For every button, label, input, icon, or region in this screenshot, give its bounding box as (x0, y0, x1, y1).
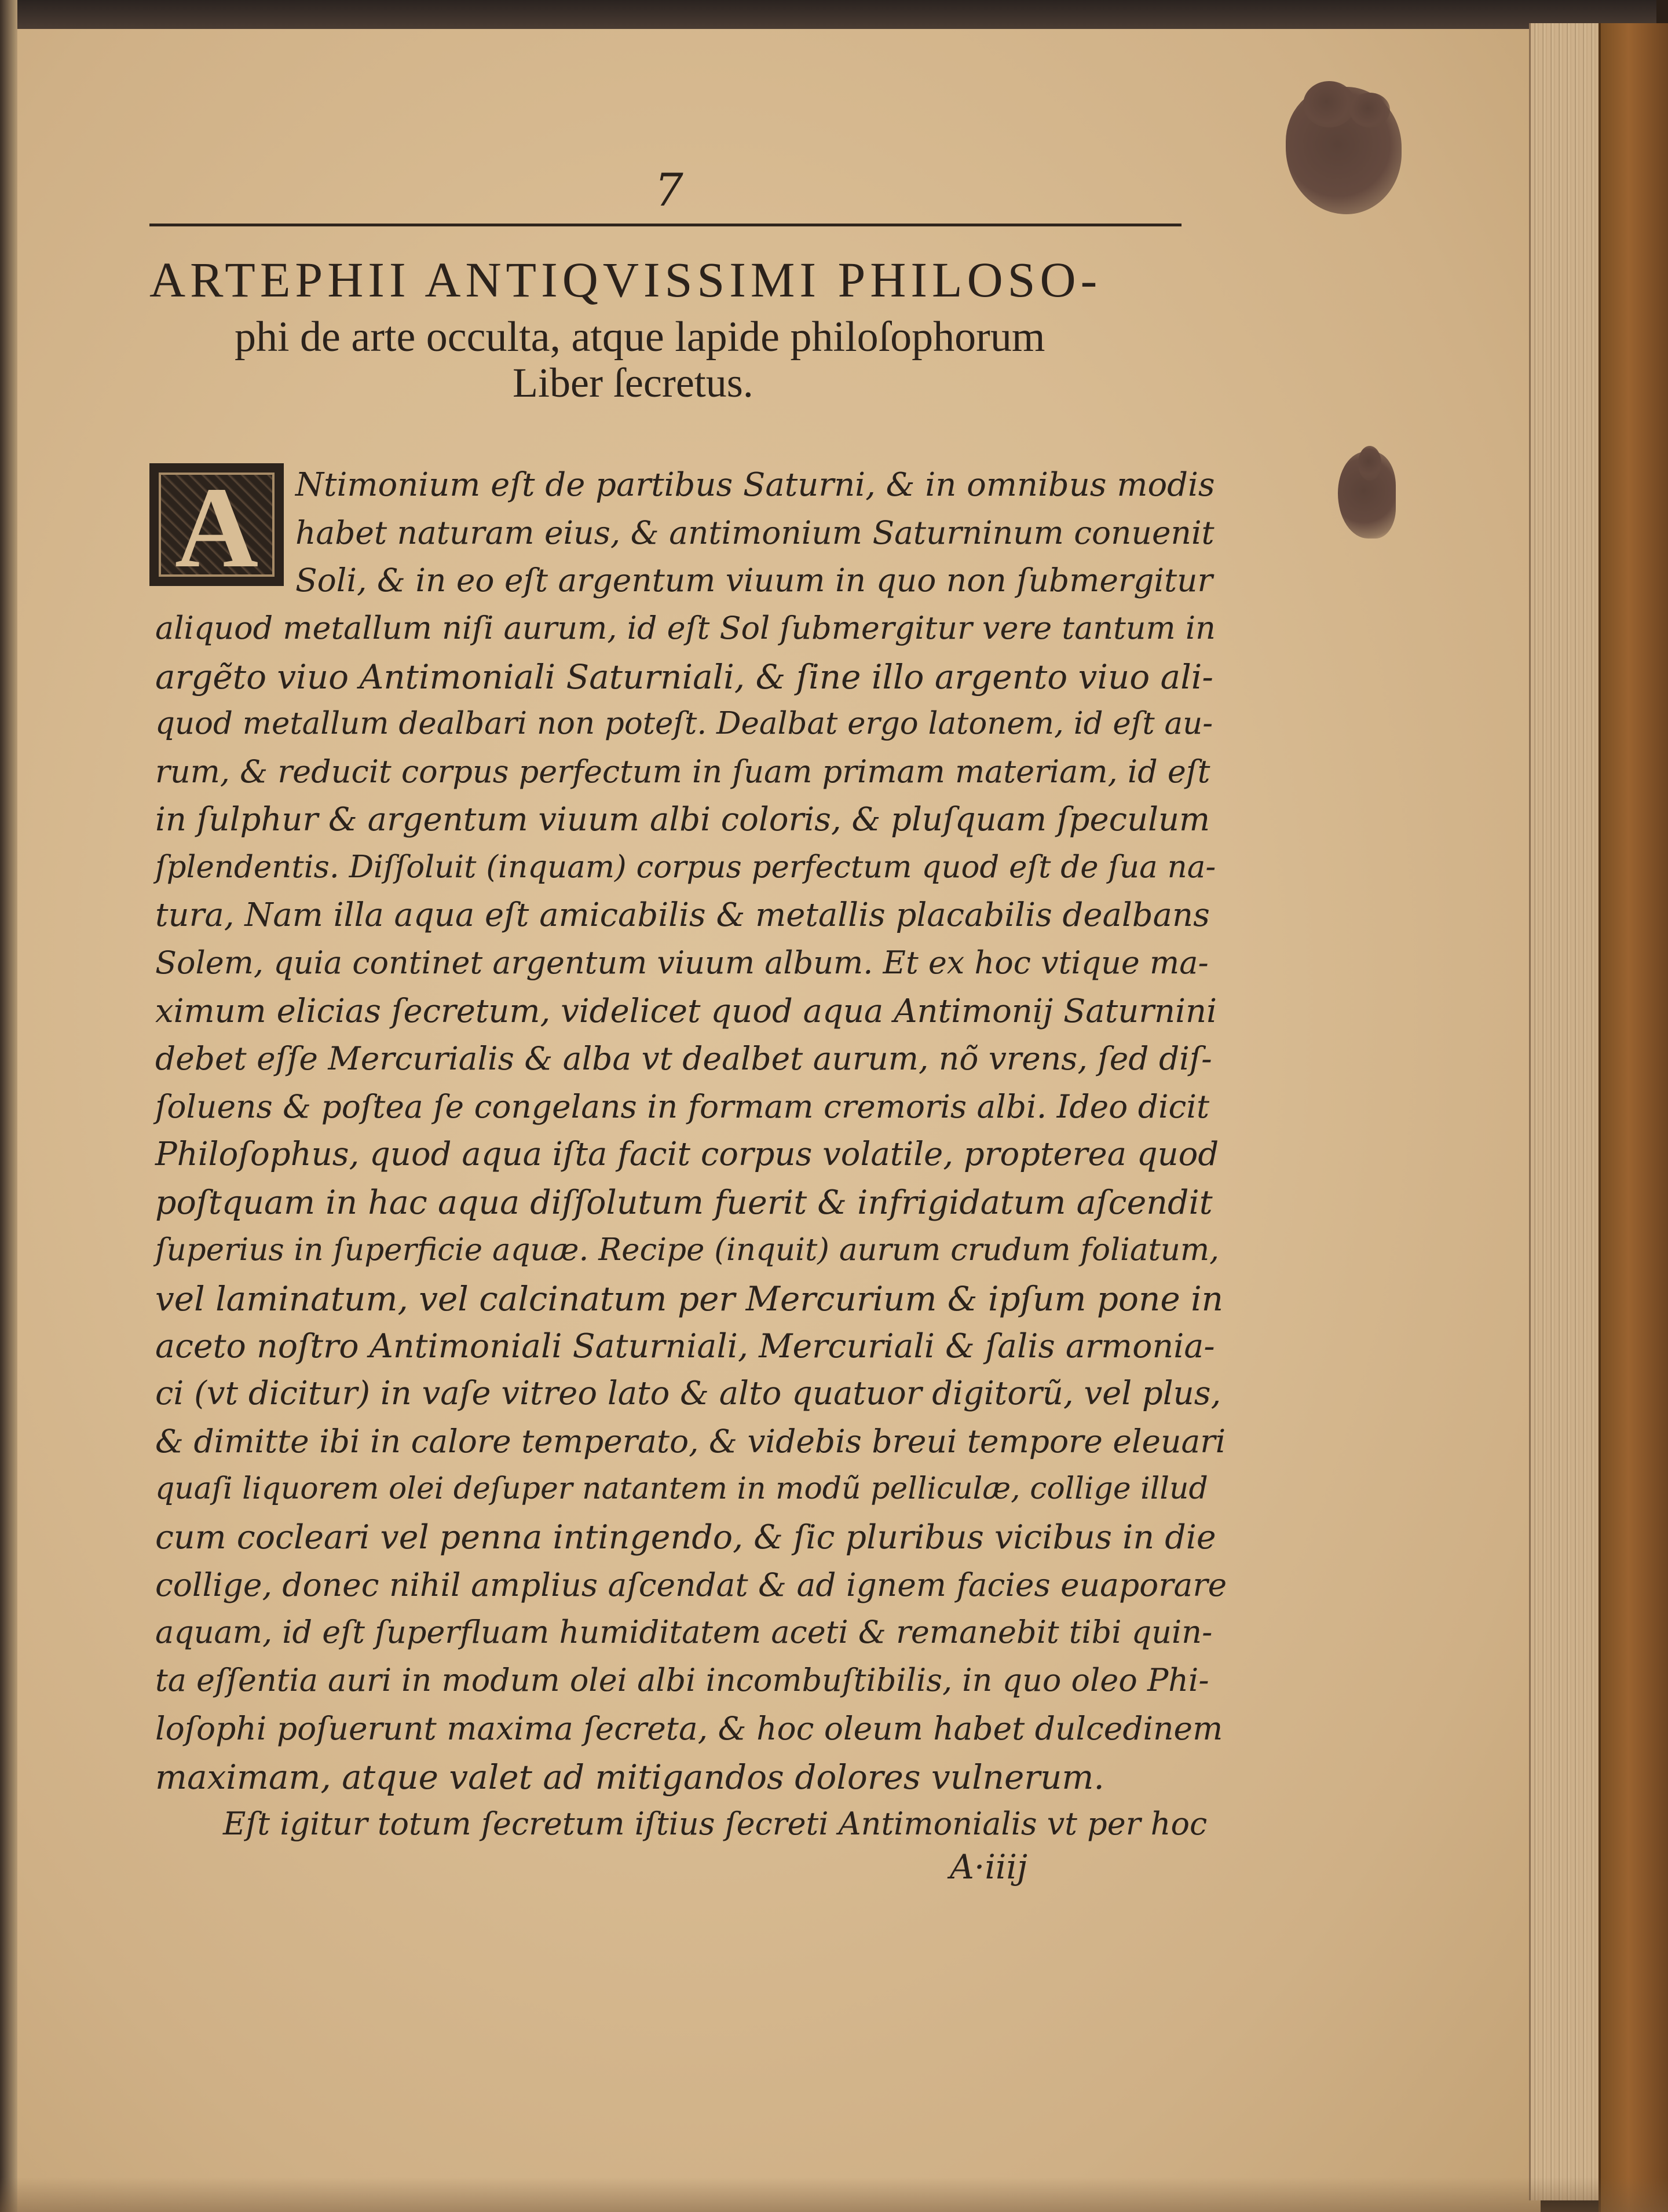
title-line-3: Liber ſecretus. (513, 360, 753, 406)
body-line: poſtquam in hac aqua diſſolutum fuerit & infrigidatum aſcendit (155, 1184, 1213, 1222)
body-line: habet naturam eius, & antimonium Saturninum conuenit (295, 514, 1215, 551)
body-line: loſophi poſuerunt maxima ſecreta, & hoc oleum habet dulcedinem (155, 1709, 1223, 1747)
body-line: cum cocleari vel penna intingendo, & ſic pluribus vicibus in die (155, 1518, 1216, 1557)
body-line: Soli, & in eo eſt argentum viuum in quo non ſubmergitur (295, 562, 1213, 599)
decorated-initial-letter: A (174, 464, 259, 592)
header-rule (149, 224, 1182, 226)
body-line: Solem, quia continet argentum viuum album. Et ex hoc vtique ma- (155, 944, 1209, 981)
body-line: debet eſſe Mercurialis & alba vt dealbet aurum, nõ vrens, ſed diſ- (155, 1040, 1212, 1078)
body-line: ſplendentis. Diſſoluit (inquam) corpus perfectum quod eſt de ſua na- (155, 849, 1216, 885)
ink-stain-top-lobe-2 (1349, 93, 1390, 127)
body-line: quaſi liquorem olei deſuper natantem in modũ pelliculæ, collige illud (155, 1471, 1208, 1506)
body-line: Philoſophus, quod aqua iſta facit corpus volatile, propterea quod (155, 1136, 1219, 1174)
body-line: & dimitte ibi in calore temperato, & videbis breui tempore eleuari (155, 1423, 1226, 1460)
body-line: argẽto viuo Antimoniali Saturniali, & ſine illo argento viuo ali- (155, 657, 1213, 697)
ink-stain-top-lobe (1303, 81, 1355, 127)
body-line: rum, & reducit corpus perfectum in ſuam primam materiam, id eſt (155, 753, 1210, 790)
leather-cover-edge (1599, 23, 1668, 2212)
body-line: quod metallum dealbari non poteſt. Dealbat ergo latonem, id eſt au- (155, 706, 1213, 741)
body-line: ſoluens & poſtea ſe congelans in formam cremoris albi. Ideo dicit (155, 1087, 1210, 1125)
bottom-shadow (0, 2177, 1668, 2212)
body-line: Eſt igitur totum ſecretum iſtius ſecreti Antimonialis vt per hoc (223, 1805, 1208, 1842)
signature-mark: A·iiij (950, 1847, 1027, 1887)
ink-stain-middle-tip (1358, 446, 1381, 481)
body-line: aceto noſtro Antimoniali Saturniali, Mercuriali & ſalis armonia- (155, 1327, 1215, 1365)
body-line: aliquod metallum niſi aurum, id eſt Sol ſubmergitur vere tantum in (155, 609, 1216, 646)
body-line: tura, Nam illa aqua eſt amicabilis & metallis placabilis dealbans (155, 896, 1210, 935)
body-line: aquam, id eſt ſuperfluam humiditatem aceti & remanebit tibi quin- (155, 1614, 1213, 1651)
body-line: Ntimonium eſt de partibus Saturni, & in omnibus modis (295, 466, 1215, 504)
title-line-1: ARTEPHII ANTIQVISSIMI PHILOSO- (149, 252, 1102, 307)
scan-top-edge (0, 0, 1656, 29)
body-line: collige, donec nihil amplius aſcendat & ad ignem facies euaporare (155, 1566, 1227, 1603)
page-number: 7 (654, 164, 683, 217)
title-line-2: phi de arte occulta, atque lapide philoſophorum (235, 313, 1045, 361)
body-line: ta eſſentia auri in modum olei albi incombuſtibilis, in quo oleo Phi- (155, 1662, 1209, 1698)
body-line: in ſulphur & argentum viuum albi coloris, & pluſquam ſpeculum (155, 801, 1210, 839)
body-line: ci (vt dicitur) in vaſe vitreo lato & alto quatuor digitorũ, vel plus, (155, 1375, 1221, 1413)
body-line: vel laminatum, vel calcinatum per Mercurium & ipſum pone in (155, 1279, 1223, 1319)
decorated-initial (149, 463, 284, 592)
body-line: maximam, atque valet ad mitigandos dolores vulnerum. (155, 1757, 1104, 1797)
body-line: ſuperius in ſuperficie aquæ. Recipe (inquit) aurum crudum foliatum, (155, 1232, 1220, 1268)
body-line: ximum elicias ſecretum, videlicet quod aqua Antimonij Saturnini (155, 992, 1217, 1030)
scan-left-edge (0, 0, 17, 2212)
